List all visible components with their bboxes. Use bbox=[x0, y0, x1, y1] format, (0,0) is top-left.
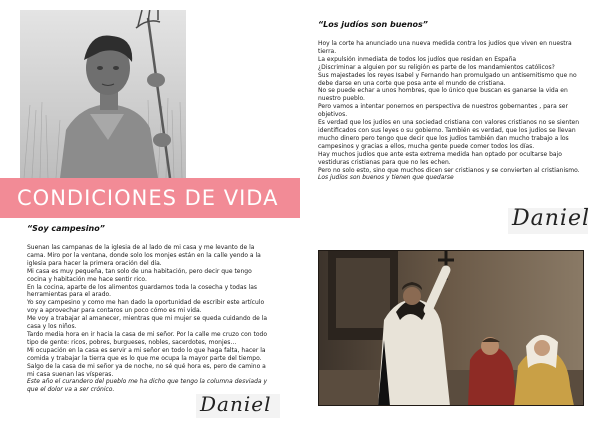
closing-paragraph: Este año el curandero del pueblo me ha dicho que tengo la columna desviada y que el dolor va a ser crónico. bbox=[27, 378, 268, 394]
author-signature: Daniel bbox=[512, 206, 591, 231]
paragraph: No se puede echar a unos hombres, que lo único que buscan es ganarse la vida en nuestro pueblo. bbox=[318, 87, 568, 103]
paragraph: Suenan las campanas de la iglesia de al lado de mi casa y me levanto de la cama. Miro por la ventana, donde solo los monjes están en la calle yendo a la iglesia para hacer la primera oración del día. bbox=[27, 244, 261, 267]
paragraph: Es verdad que los judíos en una sociedad cristiana con valores cristianos no se sienten identificados con sus leyes o su gobierno. También es verdad, que los judíos se llevan mucho dinero pero tengo que decir que los judíos también dan mucho trabajo a los campesinos y gracias a ellos, mucha gente puede comer todos los días. bbox=[318, 119, 580, 150]
paragraph: Salgo de la casa de mi señor ya de noche, no sé qué hora es, pero de camino a mi casa suenan las vísperas. bbox=[27, 362, 266, 378]
paragraph: Tardo media hora en ir hacia la casa de mi señor. Por la calle me cruzo con todo tipo de gente: ricos, pobres, burgueses, nobles, sacerdotes, monjes… bbox=[27, 330, 268, 346]
farmer-photo bbox=[20, 10, 186, 178]
closing-paragraph: Los judíos son buenos y tienen que quedarse bbox=[318, 174, 454, 182]
article-title: “Soy campesino” bbox=[27, 224, 105, 233]
paragraph: Sus majestades los reyes Isabel y Fernando han promulgado un antisemitismo que no debe darse en una corte que posa ante el mundo de cristiana. bbox=[318, 71, 577, 87]
inquisition-painting bbox=[318, 250, 584, 406]
paragraph: En la cocina, aparte de los alimentos guardamos toda la cosecha y todas las herramientas para el arado. bbox=[27, 283, 258, 299]
article-body bbox=[318, 40, 588, 182]
paragraph: Yo soy campesino y como me han dado la oportunidad de escribir este artículo voy a aprovechar para contaros un poco cómo es mi vida. bbox=[27, 299, 265, 315]
title-banner bbox=[0, 178, 326, 218]
banner-title: CONDICIONES DE VIDA bbox=[17, 186, 279, 210]
paragraph: Pero no solo esto, sino que muchos dicen ser cristianos y se convierten al cristianismo. bbox=[318, 166, 580, 174]
paragraph: Pero vamos a intentar ponernos en perspectiva de nuestros gobernantes , para ser objetivos. bbox=[318, 103, 568, 119]
article-title: “Los judíos son buenos” bbox=[318, 20, 428, 29]
paragraph: Hay muchos judíos que ante esta extrema medida han optado por ocultarse bajo vestiduras cristianas para que no les echen. bbox=[318, 150, 562, 166]
article-body bbox=[27, 244, 270, 394]
paragraph: Me voy a trabajar al amanecer, mientras que mi mujer se queda cuidando de la casa y los niños. bbox=[27, 315, 268, 331]
right-page bbox=[300, 0, 600, 424]
paragraph: La expulsión inmediata de todos los judíos que residan en España bbox=[318, 55, 517, 63]
paragraph: ¿Discriminar a alguien por su religión es parte de los mandamientos católicos? bbox=[318, 63, 555, 71]
paragraph: Mi ocupación en la casa es servir a mi señor en todo lo que haga falta, hacer la comida y trabajar la tierra que es lo que me ocupa la mayor parte del tiempo. bbox=[27, 346, 266, 362]
paragraph: Mi casa es muy pequeña, tan solo de una habitación, pero decir que tengo cocina y habitación me hace sentir rico. bbox=[27, 267, 252, 283]
author-signature: Daniel bbox=[200, 392, 272, 416]
paragraph: Hoy la corte ha anunciado una nueva medida contra los judíos que viven en nuestra tierra. bbox=[318, 40, 572, 55]
